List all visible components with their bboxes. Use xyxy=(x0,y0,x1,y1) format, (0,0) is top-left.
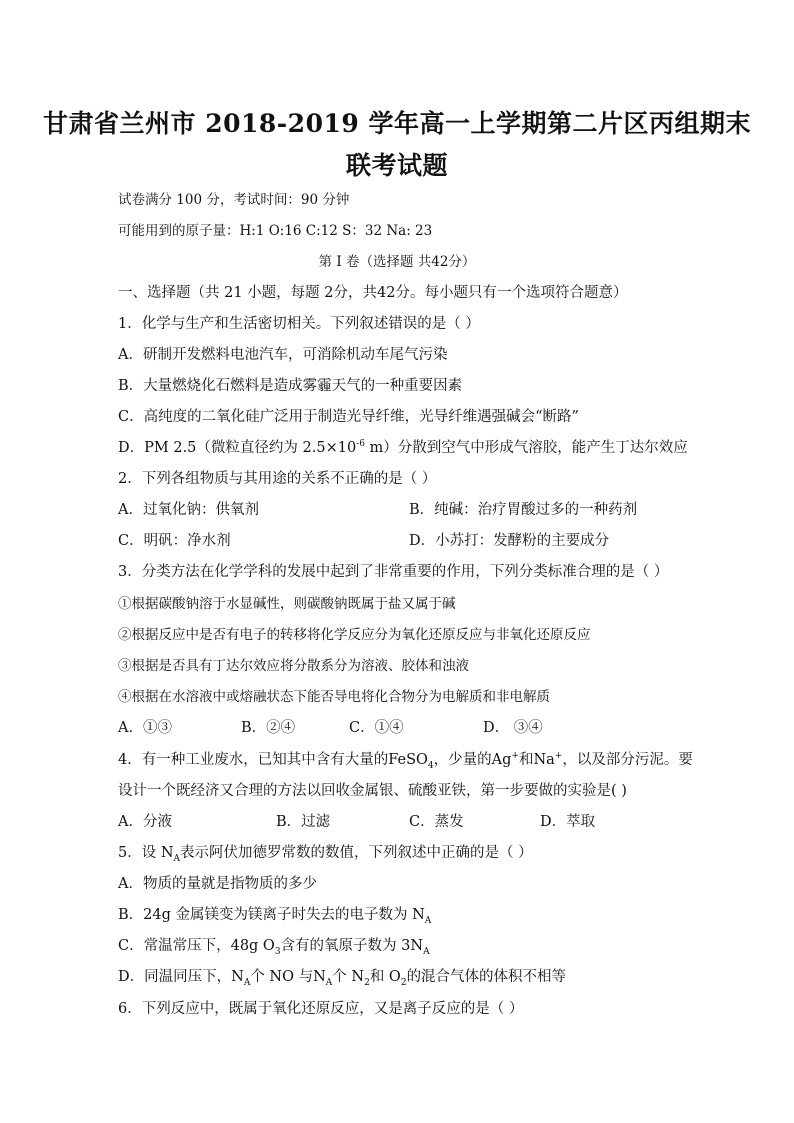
q4-option-b: B．过滤 xyxy=(276,814,331,830)
q4-stem: 4．有一种工业废水，已知其中含有大量的FeSO$_4$，少量的Ag+和Na+，以及部分污泥。要 xyxy=(118,751,693,771)
score-time-info: 试卷满分 100 分，考试时间：90 分钟 xyxy=(118,192,350,208)
q1-option-a: A．研制开发燃料电池汽车，可消除机动车尾气污染 xyxy=(118,347,448,363)
atomic-mass-info: 可能用到的原子量：H:1 O:16 C:12 S：32 Na: 23 xyxy=(118,223,433,239)
q3-option-d: D． ③④ xyxy=(483,720,543,736)
q4-stem-continued: 设计一个既经济又合理的方法以回收金属银、硫酸亚铁，第一步要做的实验是( ) xyxy=(118,783,627,799)
q3-option-a: A．①③ xyxy=(118,720,172,736)
q2-stem: 2．下列各组物质与其用途的关系不正确的是（ ） xyxy=(118,471,437,487)
q1-option-d: D．PM 2.5（微粒直径约为 $2.5\times 10^{-6}$ m）分散到空气中形成气溶胶，能产生丁达尔效应 xyxy=(118,439,688,456)
q2-option-c: C．明矾：净水剂 xyxy=(118,533,231,549)
q5-option-a: A．物质的量就是指物质的多少 xyxy=(118,876,317,892)
q2-option-a: A．过氧化钠：供氧剂 xyxy=(118,502,259,518)
part-heading: 第 I 卷（选择题 共42分） xyxy=(318,254,476,270)
q1-option-b: B．大量燃烧化石燃料是造成雾霾天气的一种重要因素 xyxy=(118,378,463,394)
q3-statement-3: ③根据是否具有丁达尔效应将分散系分为溶液、胶体和浊液 xyxy=(118,658,469,674)
q5-stem: 5．设 $N_A$表示阿伏加德罗常数的数值，下列叙述中正确的是（ ） xyxy=(118,845,533,864)
q3-statement-2: ②根据反应中是否有电子的转移将化学反应分为氧化还原反应与非氧化还原反应 xyxy=(118,627,591,643)
q1-option-c: C．高纯度的二氧化硅广泛用于制造光导纤维，光导纤维遇强碱会“断路” xyxy=(118,409,579,425)
q5-option-b: B．24g 金属镁变为镁离子时失去的电子数为 $N_A$ xyxy=(118,907,432,926)
exam-title-line2: 联考试题 xyxy=(345,151,448,180)
exam-title-line1: 甘肃省兰州市 2018-2019 学年高一上学期第二片区丙组期末 xyxy=(43,109,751,138)
q3-option-b: B．②④ xyxy=(241,720,296,736)
q4-option-c: C．蒸发 xyxy=(409,814,464,830)
q4-option-a: A．分液 xyxy=(118,814,172,830)
q3-option-c: C．①④ xyxy=(349,720,404,736)
q1-stem: 1．化学与生产和生活密切相关。下列叙述错误的是（ ） xyxy=(118,316,480,332)
q3-statement-1: ①根据碳酸钠溶于水显碱性，则碳酸钠既属于盐又属于碱 xyxy=(118,596,456,612)
q5-option-d: D．同温同压下，$N_A$个 NO 与$N_A$个 $N_2$和 $O_2$的混合气体的体积不相等 xyxy=(118,969,567,988)
q3-statement-4: ④根据在水溶液中或熔融状态下能否导电将化合物分为电解质和非电解质 xyxy=(118,689,550,705)
q4-option-d: D．萃取 xyxy=(540,814,596,830)
q2-option-b: B．纯碱：治疗胃酸过多的一种药剂 xyxy=(409,502,638,518)
section-heading: 一、选择题（共 21 小题，每题 2分，共42分。每小题只有一个选项符合题意） xyxy=(118,285,628,301)
q3-stem: 3．分类方法在化学学科的发展中起到了非常重要的作用，下列分类标准合理的是（ ） xyxy=(118,564,669,580)
q5-option-c: C．常温常压下，48g $O_3$含有的氧原子数为 $3N_A$ xyxy=(118,938,430,957)
q2-option-d: D．小苏打：发酵粉的主要成分 xyxy=(409,533,610,549)
q6-stem: 6．下列反应中，既属于氧化还原反应，又是离子反应的是（ ） xyxy=(118,1001,524,1017)
